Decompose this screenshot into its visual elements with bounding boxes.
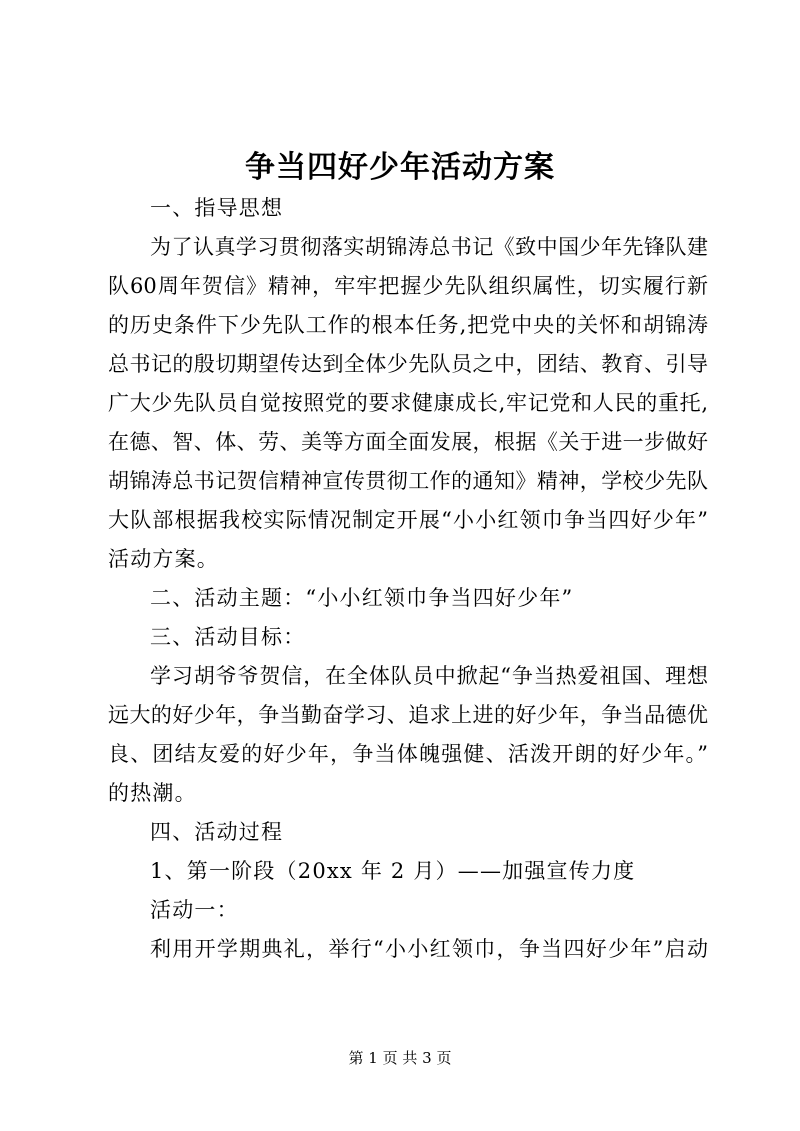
section-heading-goals: 三、活动目标： — [150, 625, 306, 649]
section-heading-guiding-ideology: 一、指导思想 — [150, 196, 284, 220]
paragraph-line: 胡锦涛总书记贺信精神宣传贯彻工作的通知》精神，学校少先队 — [108, 469, 708, 493]
paragraph-line: 大队部根据我校实际情况制定开展“小小红领巾争当四好少年” — [108, 508, 708, 532]
section-heading-theme: 二、活动主题：“小小红领巾争当四好少年” — [150, 586, 574, 610]
paragraph-line: 在德、智、体、劳、美等方面全面发展，根据《关于进一步做好 — [108, 430, 708, 454]
page-number-footer: 第 1 页 共 3 页 — [348, 1049, 452, 1067]
paragraph-line: 学习胡爷爷贺信，在全体队员中掀起“争当热爱祖国、理想 — [150, 664, 708, 688]
paragraph-line: 广大少先队员自觉按照党的要求健康成长,牢记党和人民的重托, — [108, 391, 708, 415]
paragraph-line: 利用开学期典礼，举行“小小红领巾，争当四好少年”启动 — [150, 937, 708, 961]
document-title: 争当四好少年活动方案 — [245, 150, 555, 185]
section-heading-process: 四、活动过程 — [150, 820, 284, 844]
paragraph-line: 为了认真学习贯彻落实胡锦涛总书记《致中国少年先锋队建 — [150, 235, 708, 259]
paragraph-line: 队60周年贺信》精神，牢牢把握少先队组织属性，切实履行新 — [108, 274, 708, 298]
paragraph-line: 活动方案。 — [108, 547, 219, 571]
paragraph-line: 的历史条件下少先队工作的根本任务,把党中央的关怀和胡锦涛 — [108, 313, 708, 337]
paragraph-line: 总书记的殷切期望传达到全体少先队员之中，团结、教育、引导 — [108, 352, 708, 376]
paragraph-line: 良、团结友爱的好少年，争当体魄强健、活泼开朗的好少年。” — [108, 742, 708, 766]
subheading-activity-one: 活动一： — [150, 898, 239, 922]
paragraph-line: 的热潮。 — [108, 781, 197, 805]
paragraph-line: 远大的好少年，争当勤奋学习、追求上进的好少年，争当品德优 — [108, 703, 708, 727]
subheading-phase-one: 1、第一阶段（20xx 年 2 月）——加强宣传力度 — [150, 859, 636, 883]
